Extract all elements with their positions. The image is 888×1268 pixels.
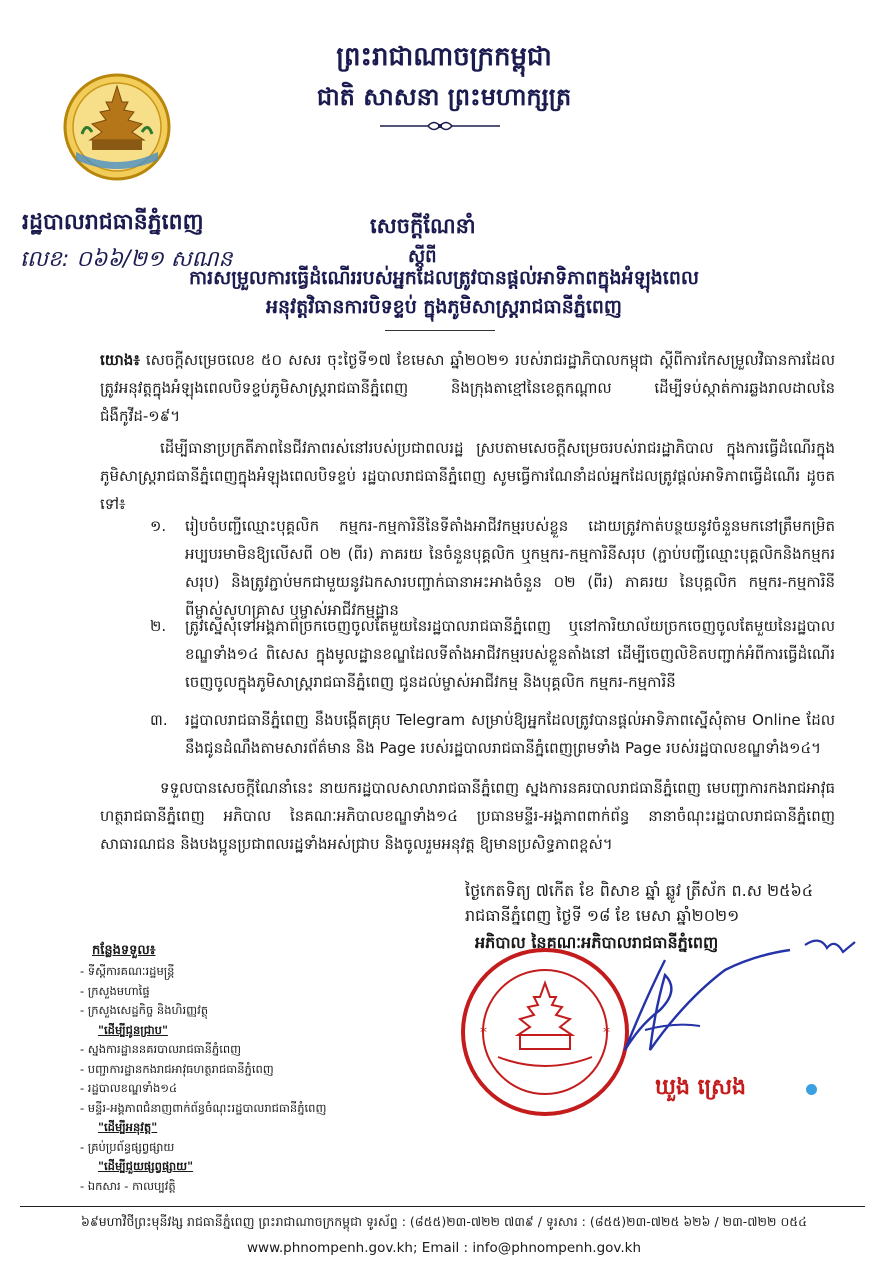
admin-name: រដ្ឋបាលរាជធានីភ្នំពេញ bbox=[22, 210, 204, 235]
whereas-paragraph bbox=[100, 346, 835, 430]
list-item-number: ២. bbox=[150, 617, 167, 635]
list-item-text: ត្រូវស្នើសុំទៅអង្គភាពច្រកចេញចូលតែមួយនៃរដ្ឋបាលរាជធានីភ្នំពេញ ឬនៅការិយាល័យច្រកចេញចូលតែមួយនៃរដ្ឋបាលខណ្ឌទាំង១៤ ពិសេស ក្នុងមូលដ្ឋានខណ្ឌដែលទីតាំងអាជីវកម្មរបស់ខ្លួនតាំងនៅ ដើម្បីចេញលិខិតបញ្ជាក់អំពីការធ្វើដំណើរចេញចូលក្នុងភូមិសាស្ត្ររាជធានីភ្នំពេញ ជូនដល់ម្ចាស់អាជីវកម្ម និងបុគ្គលិក កម្មករ-កម្មការិនី bbox=[185, 617, 835, 691]
lunar-date: ថ្ងៃកេតទិត្យ ៧កើត ខែ ពិសាខ ឆ្នាំ ឆ្លូវ ត្រីស័ក ព.ស ២៥៦៤ bbox=[465, 881, 814, 900]
intro-paragraph: ដើម្បីធានាប្រក្រតីភាពនៃជីវភាពរស់នៅរបស់ប្រជាពលរដ្ឋ ស្របតាមសេចក្តីសម្រេចរបស់រាជរដ្ឋាភិបាល ក្នុងការធ្វើដំណើរក្នុងភូមិសាស្ត្ររាជធានីភ្នំពេញក្នុងអំឡុងពេលបិទខ្ទប់ រដ្ឋបាលរាជធានីភ្នំពេញ សូមធ្វើការណែនាំដល់អ្នកដែលត្រូវផ្តល់អាទិភាពធ្វើដំណើរ ដូចតទៅ៖ bbox=[100, 439, 835, 513]
list-item-text: រដ្ឋបាលរាជធានីភ្នំពេញ នឹងបង្កើតគ្រុប Telegram សម្រាប់ឱ្យអ្នកដែលត្រូវបានផ្តល់អាទិភាពស្នើសុំតាម Online ដែលនឹងជូនដំណឹងតាមសារព័ត៌មាន និង Page របស់រដ្ឋបាលរាជធានីភ្នំពេញព្រមទាំង Page របស់រដ្ឋបាលខណ្ឌទាំង១៤។ bbox=[185, 711, 835, 757]
document-title-line2: អនុវត្តវិធានការបិទខ្ទប់ ក្នុងភូមិសាស្ត្ររាជធានីភ្នំពេញ bbox=[266, 296, 622, 318]
signature-icon bbox=[605, 930, 885, 1065]
recipient-item: - មន្ទីរ-អង្គភាពជំនាញពាក់ព័ន្ធចំណុះរដ្ឋបាលរាជធានីភ្នំពេញ bbox=[80, 1100, 327, 1115]
solar-date: រាជធានីភ្នំពេញ ថ្ងៃទី ១៨ ខែ មេសា ឆ្នាំ២០២១ bbox=[465, 906, 740, 925]
recipient-item: - ក្រសួងសេដ្ឋកិច្ច និងហិរញ្ញវត្ថុ bbox=[80, 1003, 209, 1017]
recipient-item: - បញ្ជាការដ្ឋានកងរាជអាវុធហត្ថរាជធានីភ្នំពេញ bbox=[80, 1061, 274, 1076]
recipient-item: - ក្រសួងមហាផ្ទៃ bbox=[80, 983, 150, 998]
subject-keyword: ស្តីពី bbox=[408, 246, 437, 267]
document-title-line1: ការសម្រួលការធ្វើដំណើររបស់អ្នកដែលត្រូវបានផ្តល់អាទិភាពក្នុងអំឡុងពេល bbox=[189, 267, 699, 289]
blue-dot-mark bbox=[806, 1084, 817, 1095]
footer-website: www.phnompenh.gov.kh; Email : info@phnompenh.gov.kh bbox=[246, 1240, 642, 1256]
closing-paragraph: ទទួលបានសេចក្តីណែនាំនេះ នាយករដ្ឋបាលសាលារាជធានីភ្នំពេញ ស្នងការនគរបាលរាជធានីភ្នំពេញ មេបញ្ជាការកងរាជអាវុធហត្ថរាជធានីភ្នំពេញ អភិបាល នៃគណៈអភិបាលខណ្ឌទាំង១៤ ប្រធានមន្ទីរ-អង្គភាពពាក់ព័ន្ធ នានាចំណុះរដ្ឋបាលរាជធានីភ្នំពេញ សាធារណជន និងបងប្អូនប្រជាពលរដ្ឋទាំងអស់ជ្រាប និងចូលរួមអនុវត្ត ឱ្យមានប្រសិទ្ធភាពខ្ពស់។ bbox=[100, 779, 835, 853]
list-item bbox=[150, 706, 835, 762]
recipient-item: - ស្នងការដ្ឋាននគរបាលរាជធានីភ្នំពេញ bbox=[80, 1042, 242, 1056]
footer-address: ៦៩មហាវិថីព្រះមុនីវង្ស រាជធានីភ្នំពេញ ព្រះរាជាណាចក្រកម្ពុជា ទូរស័ព្ទ : (៨៥៥)២៣-៧២២ ៧៣៩ / ទូរសារ : (៨៥៥)២៣-៧២៥ ៦២៦ / ២៣-៧២២ ០៥៤ bbox=[81, 1214, 807, 1229]
recipient-note: "ដើម្បីជួយផ្សព្វផ្សាយ" bbox=[98, 1159, 194, 1173]
recipients-list bbox=[80, 962, 326, 1196]
recipient-item: - ឯកសារ - កាលប្បវត្តិ bbox=[80, 1178, 176, 1193]
document-type: សេចក្តីណែនាំ bbox=[370, 214, 476, 238]
kingdom-heading: ព្រះរាជាណាចក្រកម្ពុជា bbox=[336, 42, 552, 72]
list-item bbox=[150, 512, 835, 624]
svg-text:*: * bbox=[603, 1025, 610, 1041]
recipients-title: កន្លែងទទួល៖ bbox=[92, 943, 156, 958]
svg-text:*: * bbox=[480, 1025, 487, 1041]
signatory-title: អភិបាល នៃគណៈអភិបាលរាជធានីភ្នំពេញ bbox=[475, 933, 719, 952]
recipient-item: - រដ្ឋបាលខណ្ឌទាំង១៤ bbox=[80, 1081, 178, 1095]
signatory-name: ឃួង ស្រេង bbox=[655, 1075, 747, 1100]
recipient-item: - ទីស្តីការគណៈរដ្ឋមន្ត្រី bbox=[80, 964, 175, 978]
list-item-number: ៣. bbox=[150, 711, 168, 729]
ornament-divider-icon bbox=[380, 118, 500, 134]
recipient-note: "ដើម្បីជូនជ្រាប" bbox=[98, 1022, 168, 1037]
list-item bbox=[150, 612, 835, 696]
title-divider bbox=[385, 330, 495, 331]
recipient-item: - គ្រប់ប្រព័ន្ធផ្សព្វផ្សាយ bbox=[80, 1139, 175, 1154]
whereas-label: យោង៖ bbox=[100, 351, 140, 369]
recipient-note: "ដើម្បីអនុវត្ត" bbox=[98, 1120, 158, 1134]
list-item-text: រៀបចំបញ្ជីឈ្មោះបុគ្គលិក កម្មករ-កម្មការិនីនៃទីតាំងអាជីវកម្មរបស់ខ្លួន ដោយត្រូវកាត់បន្ថយនូវចំនួនមកនៅត្រឹមកម្រិតអប្បបរមាមិនឱ្យលើសពី ០២ (ពីរ) ភាគរយ នៃចំនួនបុគ្គលិក ឬកម្មករ-កម្មការិនីសរុប (ភ្ជាប់បញ្ជីឈ្មោះបុគ្គលិកនិងកម្មករសរុប) និងត្រូវភ្ជាប់មកជាមួយនូវឯកសារបញ្ជាក់ធានាអះអាងចំនួន ០២ (ពីរ) ភាគរយ នៃបុគ្គលិក កម្មករ-កម្មការិនី ពីម្ចាស់សហគ្រាស ឬម្ចាស់អាជីវកម្មដ្ឋាន bbox=[185, 517, 835, 619]
list-item-number: ១. bbox=[150, 517, 167, 535]
whereas-text: សេចក្តីសម្រេចលេខ ៥០ សសរ ចុះថ្ងៃទី១៧ ខែមេសា ឆ្នាំ២០២១ របស់រាជរដ្ឋាភិបាលកម្ពុជា ស្តីពីការកែសម្រួលវិធានការដែលត្រូវអនុវត្តក្នុងអំឡុងពេលបិទខ្ទប់ភូមិសាស្ត្ររាជធានីភ្នំពេញ និងក្រុងតាខ្មៅនៃខេត្តកណ្តាល ដើម្បីទប់ស្កាត់ការឆ្លងរាលដាលនៃជំងឺកូវីដ-១៩។ bbox=[100, 351, 835, 425]
national-motto: ជាតិ សាសនា ព្រះមហាក្សត្រ bbox=[316, 82, 572, 111]
reference-number: លេខ: ០៦៦/២១ សណន bbox=[20, 247, 233, 272]
phnom-penh-emblem-icon bbox=[62, 72, 172, 182]
footer-divider bbox=[20, 1206, 865, 1207]
